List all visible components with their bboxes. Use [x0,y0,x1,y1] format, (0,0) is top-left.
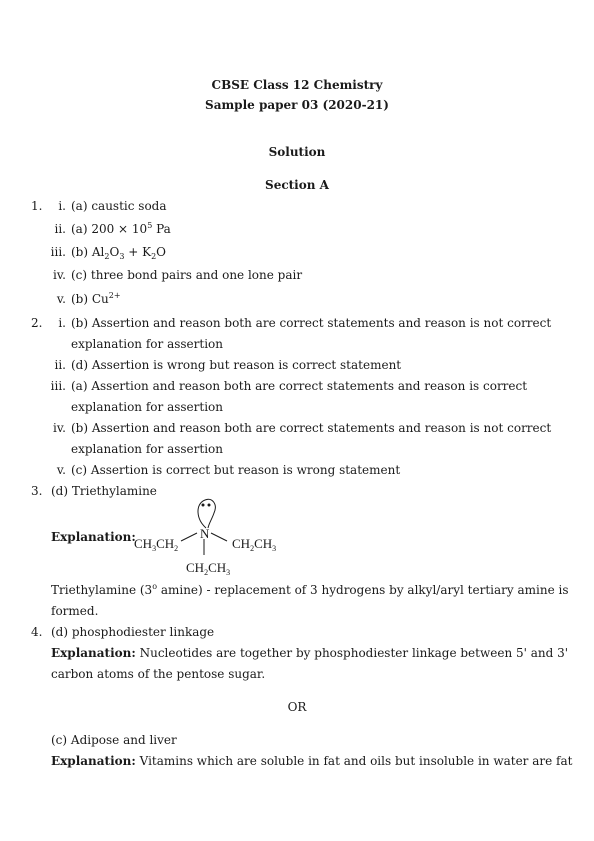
answer-text: (c) Adipose and liver [51,733,177,747]
item-roman: ii. [54,222,66,236]
section-heading: Section A [265,178,329,192]
item-roman: iii. [50,379,66,393]
answer-text: (d) Assertion is wrong but reason is correct statement [71,358,402,372]
bond-line [211,533,227,541]
explanation-text: Explanation: Nucleotides are together by phosphodiester linkage between 5' and 3' [51,646,569,660]
answer-text: (a) $200 \times 10^5$ Pa [71,221,171,236]
lone-pair-dot [208,504,211,507]
item-roman: v. [56,463,66,477]
bottom-ethyl-group: $CH_2CH_3$ [186,560,231,577]
explanation-text: Explanation: Vitamins which are soluble in fat and oils but insoluble in water are fat [51,754,573,768]
explanation-text: formed. [51,604,99,618]
answer-text: (d) phosphodiester linkage [51,625,215,639]
explanation-text: carbon atoms of the pentose sugar. [51,667,266,681]
answer-text: explanation for assertion [71,337,223,351]
question-number: 4. [31,625,43,639]
item-roman: iv. [52,268,66,282]
bond-line [181,533,197,541]
document-subtitle: Sample paper 03 (2020-21) [205,98,389,112]
item-roman: i. [58,199,66,213]
answer-text: (a) caustic soda [71,199,167,213]
lone-pair-orbital [198,499,215,528]
item-roman: iii. [50,245,66,259]
explanation-text: Triethylamine (3$^o$ amine) - replacement of 3 hydrogens by alkyl/aryl tertiary amine is [51,582,569,597]
answer-text: (a) Assertion and reason both are correct statements and reason is correct [71,379,528,393]
item-roman: i. [58,316,66,330]
document-title: CBSE Class 12 Chemistry [211,78,383,92]
answer-text: explanation for assertion [71,442,223,456]
item-roman: v. [56,292,66,306]
question-number: 3. [31,484,43,498]
answer-text: (b) Assertion and reason both are correct statements and reason is not correct [71,316,552,330]
right-ethyl-group: $CH_2CH_3$ [232,536,277,553]
item-roman: iv. [52,421,66,435]
answer-text: (b) Assertion and reason both are correct statements and reason is not correct [71,421,552,435]
question-number: 1. [31,199,43,213]
left-ethyl-group: $CH_3CH_2$ [134,536,179,553]
answer-text: (b) $Cu^{2+}$ [71,291,121,306]
answer-text: (b) $Al_2O_3 + K_2O$ [71,245,166,261]
answer-text: explanation for assertion [71,400,223,414]
lone-pair-dot [202,504,205,507]
answer-text: (d) Triethylamine [51,484,157,498]
answer-text: (c) three bond pairs and one lone pair [71,268,303,282]
solution-heading: Solution [268,145,326,159]
nitrogen-atom: N [200,526,210,541]
item-roman: ii. [54,358,66,372]
explanation-label: Explanation: [51,530,136,544]
answer-text: (c) Assertion is correct but reason is wrong statement [71,463,401,477]
question-number: 2. [31,316,43,330]
or-separator: OR [287,700,307,714]
